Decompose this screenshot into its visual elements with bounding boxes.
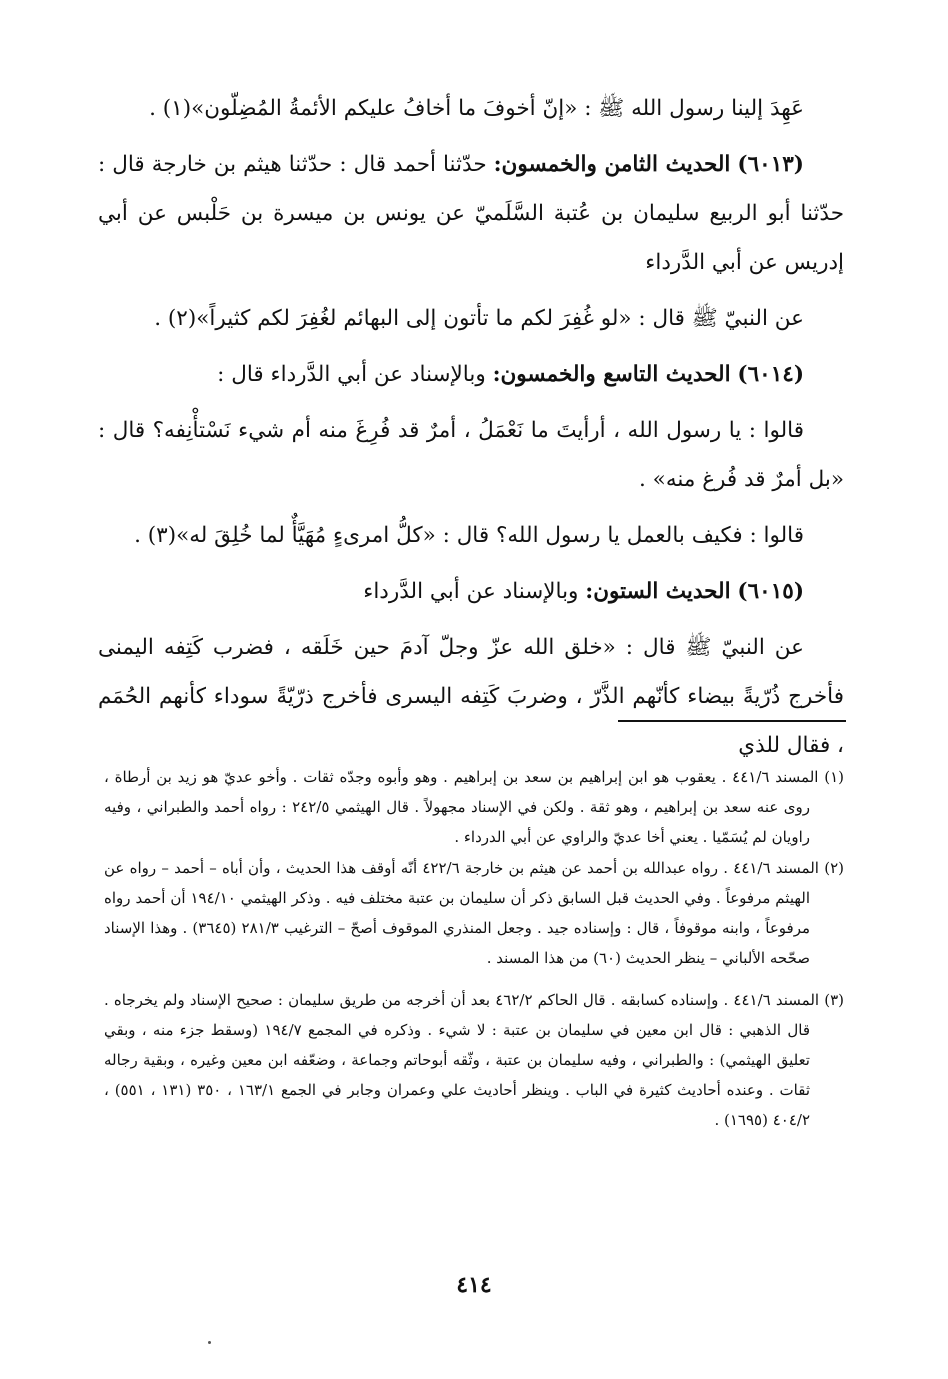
hadith-6015	[98, 567, 844, 616]
hadith-title: الحديث الستون:	[585, 579, 731, 604]
hadith-chain: حدّثنا أحمد قال : حدّثنا هيثم بن خارجة قال : حدّثنا أبو الربيع سليمان بن عُتبة السَّلَميّ عن يونس بن ميسرة بن حَلْبس عن أبي إدريس عن أبي الدَّرداء	[98, 152, 844, 275]
scan-speck	[208, 1341, 211, 1344]
hadith-chain: وبالإسناد عن أبي الدَّرداء	[363, 579, 579, 604]
footnotes	[104, 762, 844, 1135]
hadith-title: الحديث التاسع والخمسون:	[492, 362, 731, 387]
footnote-separator	[618, 720, 846, 722]
paragraph-1: عَهِدَ إلينا رسول الله ﷺ : «إنّ أخوفَ ما أخافُ عليكم الأئمةُ المُضِلّون»(١) .	[149, 96, 804, 121]
paragraph-4: قالوا : فكيف بالعمل يا رسول الله؟ قال : «كلُّ امرىءٍ مُهَيَّأٌ لما خُلِقَ له»(٣) .	[134, 523, 804, 548]
footnote-1: (١) المسند ٤٤١/٦ . يعقوب هو ابن إبراهيم بن سعد بن إبراهيم . وهو وأبوه وجدّه ثقات . وأخو عديّ هو زيد بن أرطاة ، روى عنه سعد بن إبراهيم ، وهو ثقة . ولكن في الإسناد مجهولاً . قال الهيثمي ٢٤٢/٥ : رواه أحمد والطبراني ، وفيه راويان لم يُسَمّيا . يعني أخا عديّ والراوي عن أبي الدرداء .	[104, 768, 844, 846]
footnote-3: (٣) المسند ٤٤١/٦ . وإسناده كسابقه . قال الحاكم ٤٦٢/٢ بعد أن أخرجه من طريق سليمان : صحيح الإسناد ولم يخرجاه . قال الذهبي : قال ابن معين في سليمان بن عتبة : لا شيء . وذكره في المجمع ١٩٤/٧ (وسقط جزء منه ، وبقي تعليق الهيثمي) : والطبراني ، وفيه سليمان بن عتبة ، وثّقه أبوحاتم وجماعة ، وضعّفه ابن معين وغيره ، وبقية رجاله ثقات . وعنده أحاديث كثيرة في الباب . وينظر أحاديث علي وعمران وجابر في الجمع ١٦٣/١ ، ٣٥٠ (١٣١ ، ٥٥١) ، ٤٠٤/٢ (١٦٩٥) .	[104, 991, 844, 1129]
paragraph-5: عن النبيّ ﷺ قال : «خلق الله عزّ وجلّ آدمَ حين خَلَقه ، فضرب كَتِفه اليمنى فأخرج ذُرّيةً بيضاء كأنّهم الذَّرّ ، وضربَ كَتِفه اليسرى فأخرج ذرّيّةً سوداء كأنهم الحُمَم ، فقال للذي	[98, 635, 844, 758]
main-text	[98, 84, 844, 777]
hadith-6013	[98, 140, 844, 287]
hadith-6014	[98, 350, 844, 399]
paragraph-3: قالوا : يا رسول الله ، أرأيتَ ما نَعْمَلُ ، أمرٌ قد فُرِغَ منه أم شيء نَسْتأْنِفه؟ قال : «بل أمرٌ قد فُرغ منه» .	[98, 418, 844, 492]
hadith-number: (٦٠١٣)	[737, 152, 804, 177]
hadith-chain: وبالإسناد عن أبي الدَّرداء قال :	[217, 362, 486, 387]
footnote-2: (٢) المسند ٤٤١/٦ . رواه عبدالله بن أحمد عن هيثم بن خارجة ٤٢٢/٦ أنّه أوقف هذا الحديث ، وأن أباه – أحمد – رواه عن الهيثم مرفوعاً . وفي الحديث قبل السابق ذكر أن سليمان بن عتبة مختلف فيه . وذكر الهيثمي ١٩٤/١٠ أن أحمد رواه مرفوعاً ، وابنه موقوفاً ، قال : وإسناده جيد . وجعل المنذري الموقوف أصحّ – الترغيب ٢٨١/٣ (٣٦٤٥) . وهذا الإسناد صحّحه الألباني – ينظر الحديث (٦٠) من هذا المسند .	[104, 859, 844, 967]
hadith-number: (٦٠١٤)	[737, 362, 804, 387]
paragraph-2: عن النبيّ ﷺ قال : «لو غُفِرَ لكم ما تأتون إلى البهائم لغُفِرَ لكم كثيراً»(٢) .	[154, 306, 804, 331]
page-number: ٤١٤	[456, 1272, 492, 1298]
hadith-title: الحديث الثامن والخمسون:	[493, 152, 731, 177]
hadith-number: (٦٠١٥)	[737, 579, 804, 604]
